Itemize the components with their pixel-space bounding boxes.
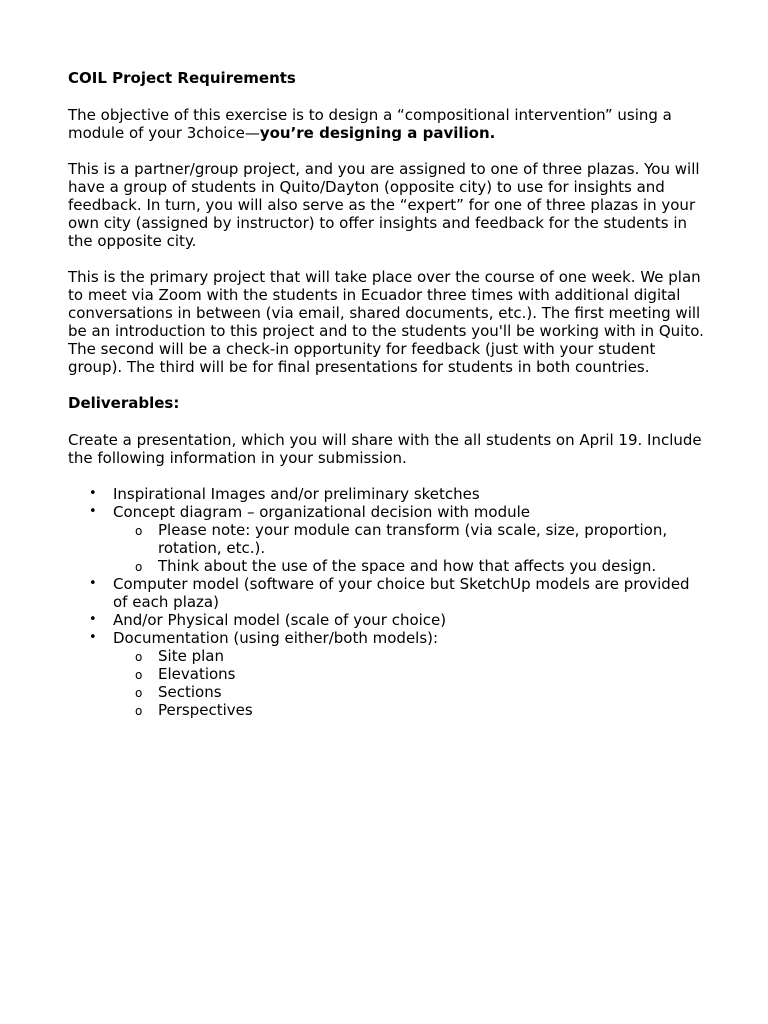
sub-list-item bbox=[113, 665, 708, 683]
sub-list-item bbox=[113, 683, 708, 701]
list-item-text: Documentation (using either/both models): bbox=[113, 629, 439, 647]
sub-list-item bbox=[113, 557, 708, 575]
group-project-paragraph: This is a partner/group project, and you are assigned to one of three plazas. You will have a group of students in Quito/Dayton (opposite city) to use for insights and feedback. In turn, you will also serve as the “expert” for one of three plazas in your own city (assigned by instructor) to offer insights and feedback for the students in the opposite city. bbox=[68, 160, 700, 250]
sub-list bbox=[113, 647, 708, 719]
list-item-text: Inspirational Images and/or preliminary sketches bbox=[113, 485, 480, 503]
bullet-icon: • bbox=[89, 504, 97, 519]
sub-list bbox=[113, 521, 708, 575]
sub-bullet-icon: o bbox=[135, 560, 143, 574]
sub-bullet-icon: o bbox=[135, 650, 143, 664]
list-item bbox=[68, 575, 708, 611]
sub-list-item bbox=[113, 521, 708, 557]
sub-list-item bbox=[113, 701, 708, 719]
document-title: COIL Project Requirements bbox=[68, 69, 296, 87]
sub-list-item-text: Think about the use of the space and how that affects you design. bbox=[158, 557, 657, 575]
bullet-icon: • bbox=[89, 630, 97, 645]
document-page bbox=[68, 69, 708, 719]
intro-emphasis: you’re designing a pavilion. bbox=[259, 124, 496, 142]
intro-paragraph bbox=[68, 106, 708, 142]
sub-list-item-text: Sections bbox=[158, 683, 222, 701]
deliverables-intro: Create a presentation, which you will share with the all students on April 19. Include the following information in your submission. bbox=[68, 431, 702, 467]
deliverables-list bbox=[68, 485, 708, 719]
intro-text: The objective of this exercise is to design a “compositional intervention” using a module of your 3choice— bbox=[68, 106, 672, 142]
list-item-text: And/or Physical model (scale of your choice) bbox=[113, 611, 447, 629]
bullet-icon: • bbox=[89, 576, 97, 591]
sub-bullet-icon: o bbox=[135, 524, 143, 538]
sub-bullet-icon: o bbox=[135, 686, 143, 700]
bullet-icon: • bbox=[89, 612, 97, 627]
sub-list-item-text: Perspectives bbox=[158, 701, 253, 719]
sub-list-item-text: Elevations bbox=[158, 665, 236, 683]
list-item-text: Computer model (software of your choice but SketchUp models are provided of each plaza) bbox=[113, 575, 690, 611]
list-item bbox=[68, 503, 708, 575]
sub-list-item-text: Please note: your module can transform (via scale, size, proportion, rotation, etc.). bbox=[158, 521, 668, 557]
list-item bbox=[68, 611, 708, 629]
list-item bbox=[68, 485, 708, 503]
sub-bullet-icon: o bbox=[135, 668, 143, 682]
schedule-paragraph: This is the primary project that will take place over the course of one week. We plan to meet via Zoom with the students in Ecuador three times with additional digital conversations in between (via email, shared documents, etc.). The first meeting will be an introduction to this project and to the students you'll be working with in Quito. The second will be a check-in opportunity for feedback (just with your student group). The third will be for final presentations for students in both countries. bbox=[68, 268, 704, 376]
list-item bbox=[68, 629, 708, 719]
sub-bullet-icon: o bbox=[135, 704, 143, 718]
sub-list-item-text: Site plan bbox=[158, 647, 224, 665]
list-item-text: Concept diagram – organizational decision with module bbox=[113, 503, 531, 521]
bullet-icon: • bbox=[89, 486, 97, 501]
sub-list-item bbox=[113, 647, 708, 665]
deliverables-heading: Deliverables: bbox=[68, 394, 180, 412]
